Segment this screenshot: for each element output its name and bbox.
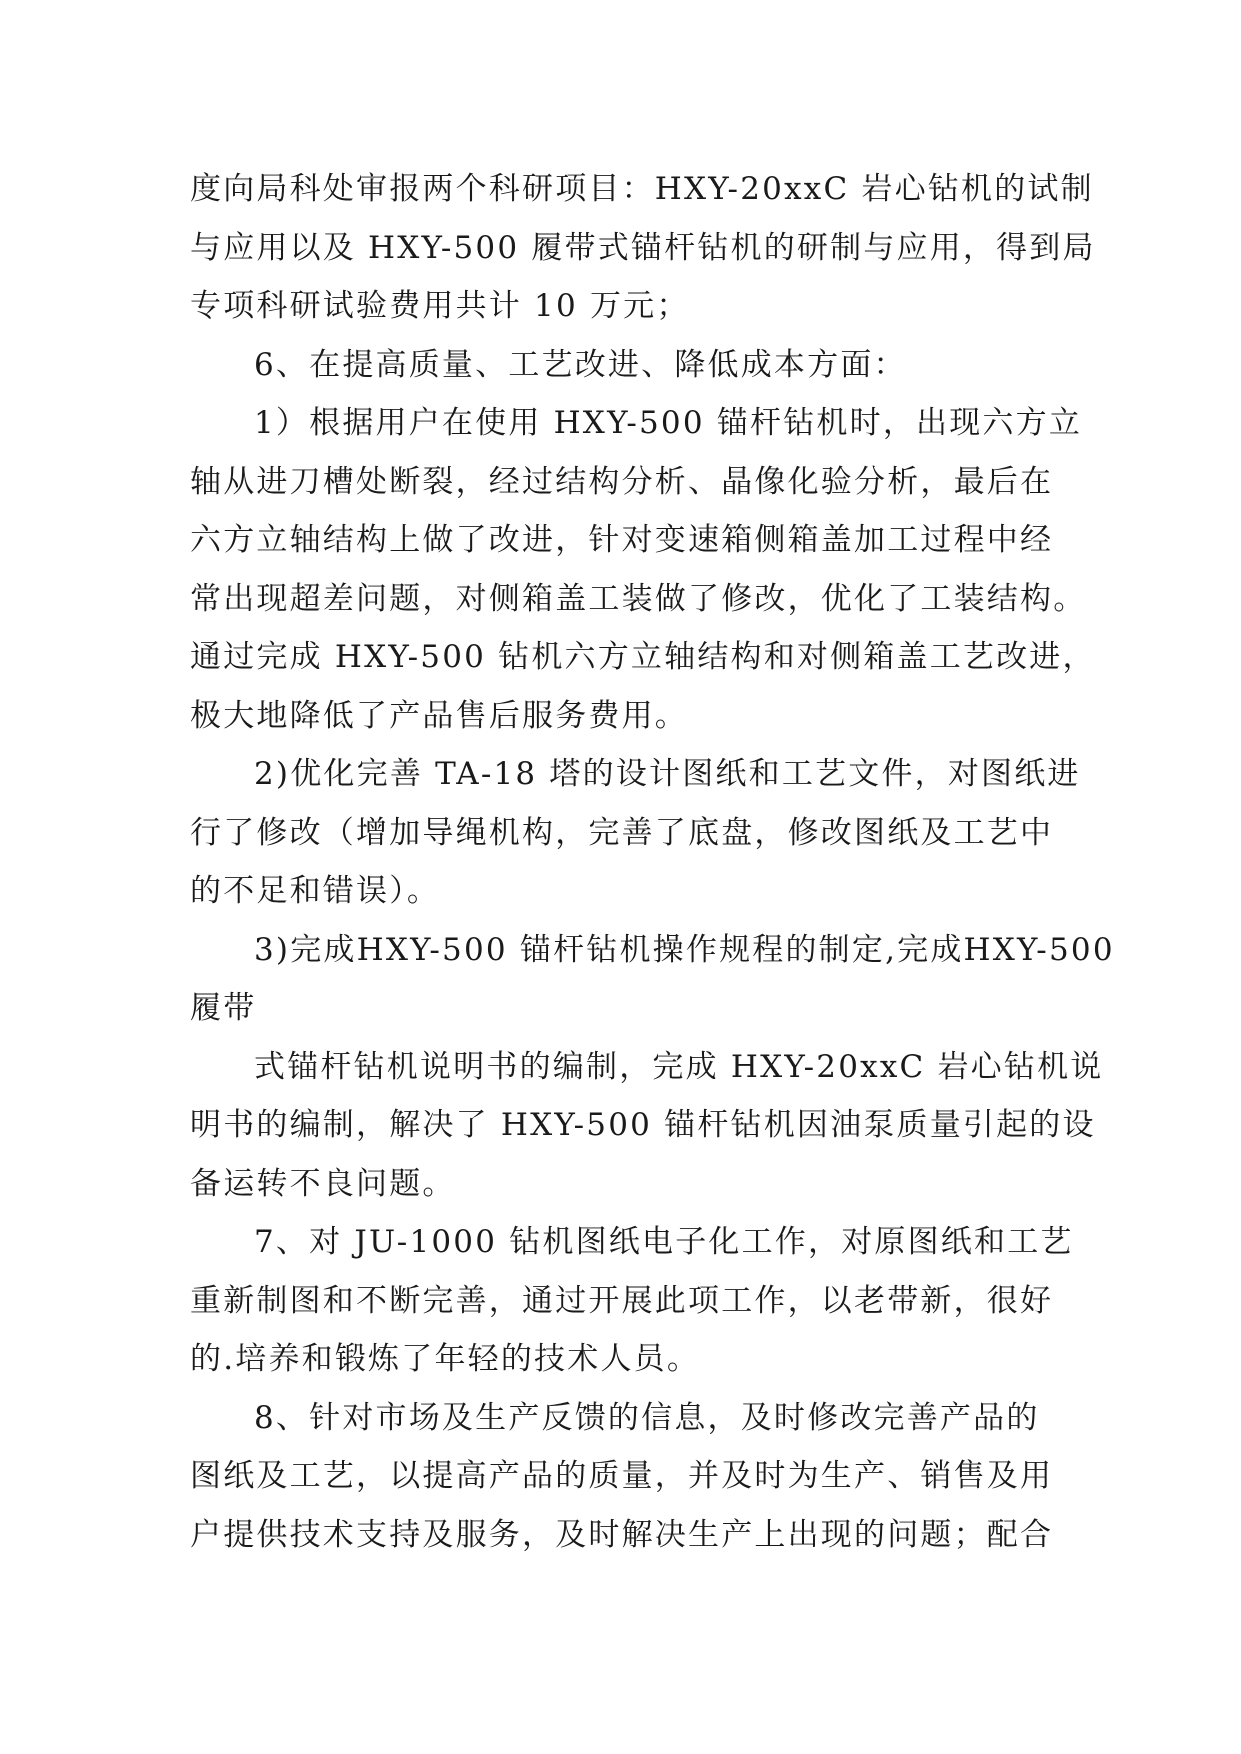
text-line: 与应用以及 HXY-500 履带式锚杆钻机的研制与应用，得到局 [190, 229, 1096, 266]
text-line: 8、针对市场及生产反馈的信息，及时修改完善产品的 [254, 1399, 1040, 1436]
text-line: 极大地降低了产品售后服务费用。 [190, 697, 688, 734]
text-line: 的.培养和锻炼了年轻的技术人员。 [190, 1341, 701, 1377]
text-line: 2)优化完善 TA-18 塔的设计图纸和工艺文件，对图纸进 [254, 756, 1081, 792]
text-line: 六方立轴结构上做了改进，针对变速箱侧箱盖加工过程中经 [190, 522, 1054, 558]
text-line: 图纸及工艺，以提高产品的质量，并及时为生产、销售及用 [190, 1458, 1054, 1494]
text-line: 备运转不良问题。 [190, 1165, 456, 1202]
text-line: 轴从进刀槽处断裂，经过结构分析、晶像化验分析，最后在 [190, 463, 1054, 500]
text-line: 7、对 JU-1000 钻机图纸电子化工作，对原图纸和工艺 [254, 1224, 1074, 1260]
text-line: 户提供技术支持及服务，及时解决生产上出现的问题；配合 [190, 1516, 1054, 1553]
text-line: 1）根据用户在使用 HXY-500 锚杆钻机时，出现六方立 [254, 405, 1083, 441]
text-line: 履带 [190, 990, 257, 1026]
text-line: 行了修改（增加导绳机构，完善了底盘，修改图纸及工艺中 [190, 814, 1054, 851]
text-line: 通过完成 HXY-500 钻机六方立轴结构和对侧箱盖工艺改进， [190, 639, 1096, 675]
text-line: 6、在提高质量、工艺改进、降低成本方面： [254, 346, 907, 383]
text-line: 常出现超差问题，对侧箱盖工装做了修改，优化了工装结构。 [190, 580, 1087, 617]
text-line: 式锚杆钻机说明书的编制，完成 HXY-20xxC 岩心钻机说 [254, 1048, 1104, 1085]
text-line: 3)完成HXY-500 锚杆钻机操作规程的制定,完成HXY-500 [254, 931, 1115, 968]
text-line: 重新制图和不断完善，通过开展此项工作，以老带新，很好 [190, 1282, 1054, 1319]
text-line: 度向局科处审报两个科研项目：HXY-20xxC 岩心钻机的试制 [190, 171, 1094, 207]
text-line: 明书的编制，解决了 HXY-500 锚杆钻机因油泵质量引起的设 [190, 1107, 1096, 1143]
text-line: 的不足和错误）。 [190, 873, 441, 909]
document-body [190, 160, 1115, 1564]
text-line: 专项科研试验费用共计 10 万元； [190, 288, 690, 324]
